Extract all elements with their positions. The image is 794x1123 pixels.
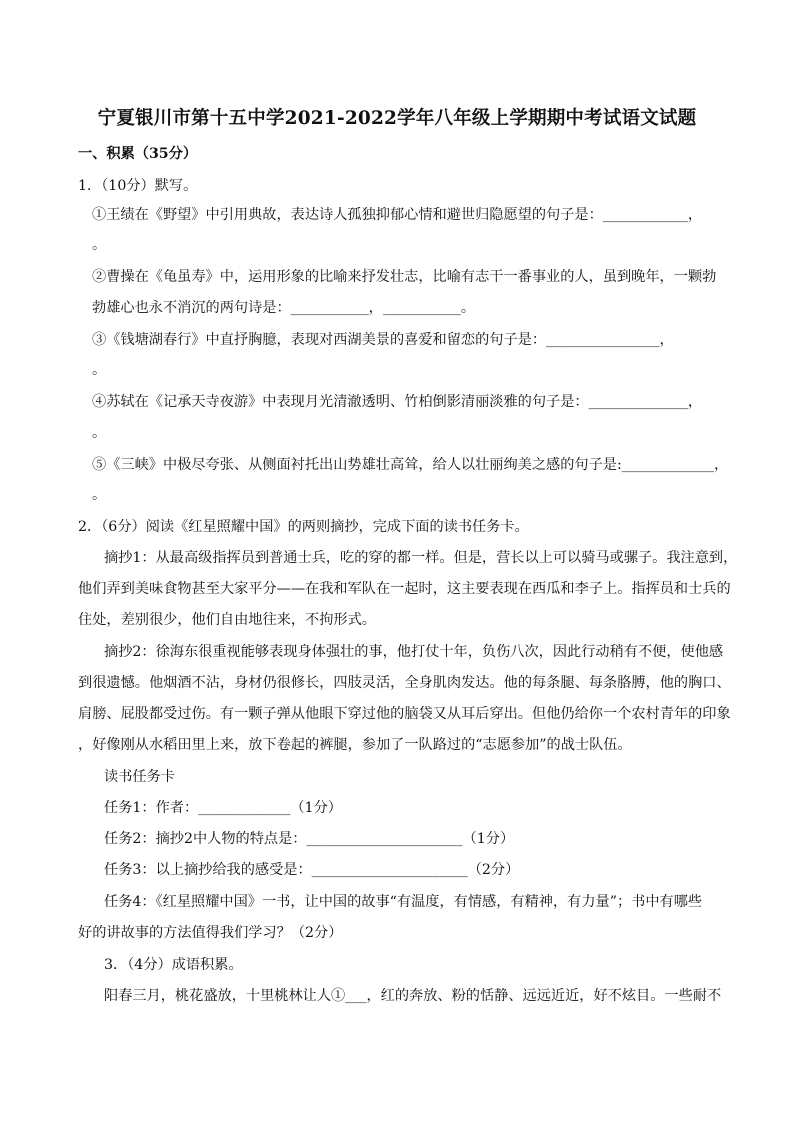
excerpt-2-line: 肩膀、屁股都受过伤。有一颗子弹从他眼下穿过他的脑袋又从耳后穿出。但他仍给你一个农村青年的印象 xyxy=(78,706,731,722)
question-1-header: 1．（10分）默写。 xyxy=(78,178,198,194)
task-2: 任务2：摘抄2中人物的特点是：______________________（1分） xyxy=(104,831,515,847)
document-title: 宁夏银川市第十五中学2021-2022学年八年级上学期期中考试语文试题 xyxy=(97,108,697,129)
question-3-header: 3．（4分）成语积累。 xyxy=(104,957,243,973)
question-1-item-2: ②曹操在《龟虽寿》中，运用形象的比喻来抒发壮志，比喻有志干一番事业的人，虽到晚年，一颗勃 xyxy=(92,269,717,285)
question-1-item-1: ①王绩在《野望》中引用典故，表达诗人孤独抑郁心情和避世归隐愿望的句子是：____________， xyxy=(92,207,703,223)
question-1-item-2-cont: 勃雄心也永不消沉的两句诗是：___________，___________。 xyxy=(92,300,476,316)
task-4-cont: 好的讲故事的方法值得我们学习？（2分） xyxy=(78,925,343,941)
excerpt-2-line: 摘抄2：徐海东很重视能够表现身体强壮的事，他打仗十年，负伤八次，因此行动稍有不便，使他感 xyxy=(104,644,724,660)
task-1: 任务1：作者：_____________（1分） xyxy=(104,800,342,816)
question-3-text: 阳春三月，桃花盛放，十里桃林让人①___，红的奔放、粉的恬静、远远近近，好不炫目。一些耐不 xyxy=(104,988,722,1004)
question-1-item-3: ③《钱塘湖春行》中直抒胸臆，表现对西湖美景的喜爱和留恋的句子是：________________， xyxy=(92,332,674,348)
excerpt-1-line: 他们弄到美味食物甚至大家平分——在我和军队在一起时，这主要表现在西瓜和李子上。指挥员和士兵的 xyxy=(78,581,731,597)
excerpt-1-line: 住处，差别很少，他们自由地往来，不拘形式。 xyxy=(78,612,376,628)
answer-blank-line: 。 xyxy=(92,487,107,503)
answer-blank-line: 。 xyxy=(92,362,107,378)
excerpt-2-line: ，好像刚从水稻田里上来，放下卷起的裤腿，参加了一队路过的“志愿参加”的战士队伍。 xyxy=(78,737,632,753)
excerpt-2-line: 到很遗憾。他烟酒不沾，身材仍很修长，四肢灵活，全身肌肉发达。他的每条腿、每条胳膊，他的胸口、 xyxy=(78,675,731,691)
question-2-header: 2．（6分）阅读《红星照耀中国》的两则摘抄，完成下面的读书任务卡。 xyxy=(78,519,529,535)
answer-blank-line: 。 xyxy=(92,237,107,253)
question-1-item-4: ④苏轼在《记承天寺夜游》中表现月光清澈透明、竹柏倒影清丽淡雅的句子是：______________， xyxy=(92,394,703,410)
question-1-item-5: ⑤《三峡》中极尽夸张、从侧面衬托出山势雄壮高耸，给人以壮丽绚美之感的句子是:_____________， xyxy=(92,457,729,473)
task-card-title: 读书任务卡 xyxy=(104,769,175,785)
task-3: 任务3：以上摘抄给我的感受是：______________________（2分） xyxy=(104,862,520,878)
answer-blank-line: 。 xyxy=(92,425,107,441)
section-heading: 一、积累（35分） xyxy=(78,146,198,162)
excerpt-1-line: 摘抄1：从最高级指挥员到普通士兵，吃的穿的都一样。但是，营长以上可以骑马或骡子。我注意到， xyxy=(104,550,738,566)
task-4: 任务4：《红星照耀中国》一书，让中国的故事“有温度，有情感，有精神，有力量”；书中有哪些 xyxy=(104,894,703,910)
